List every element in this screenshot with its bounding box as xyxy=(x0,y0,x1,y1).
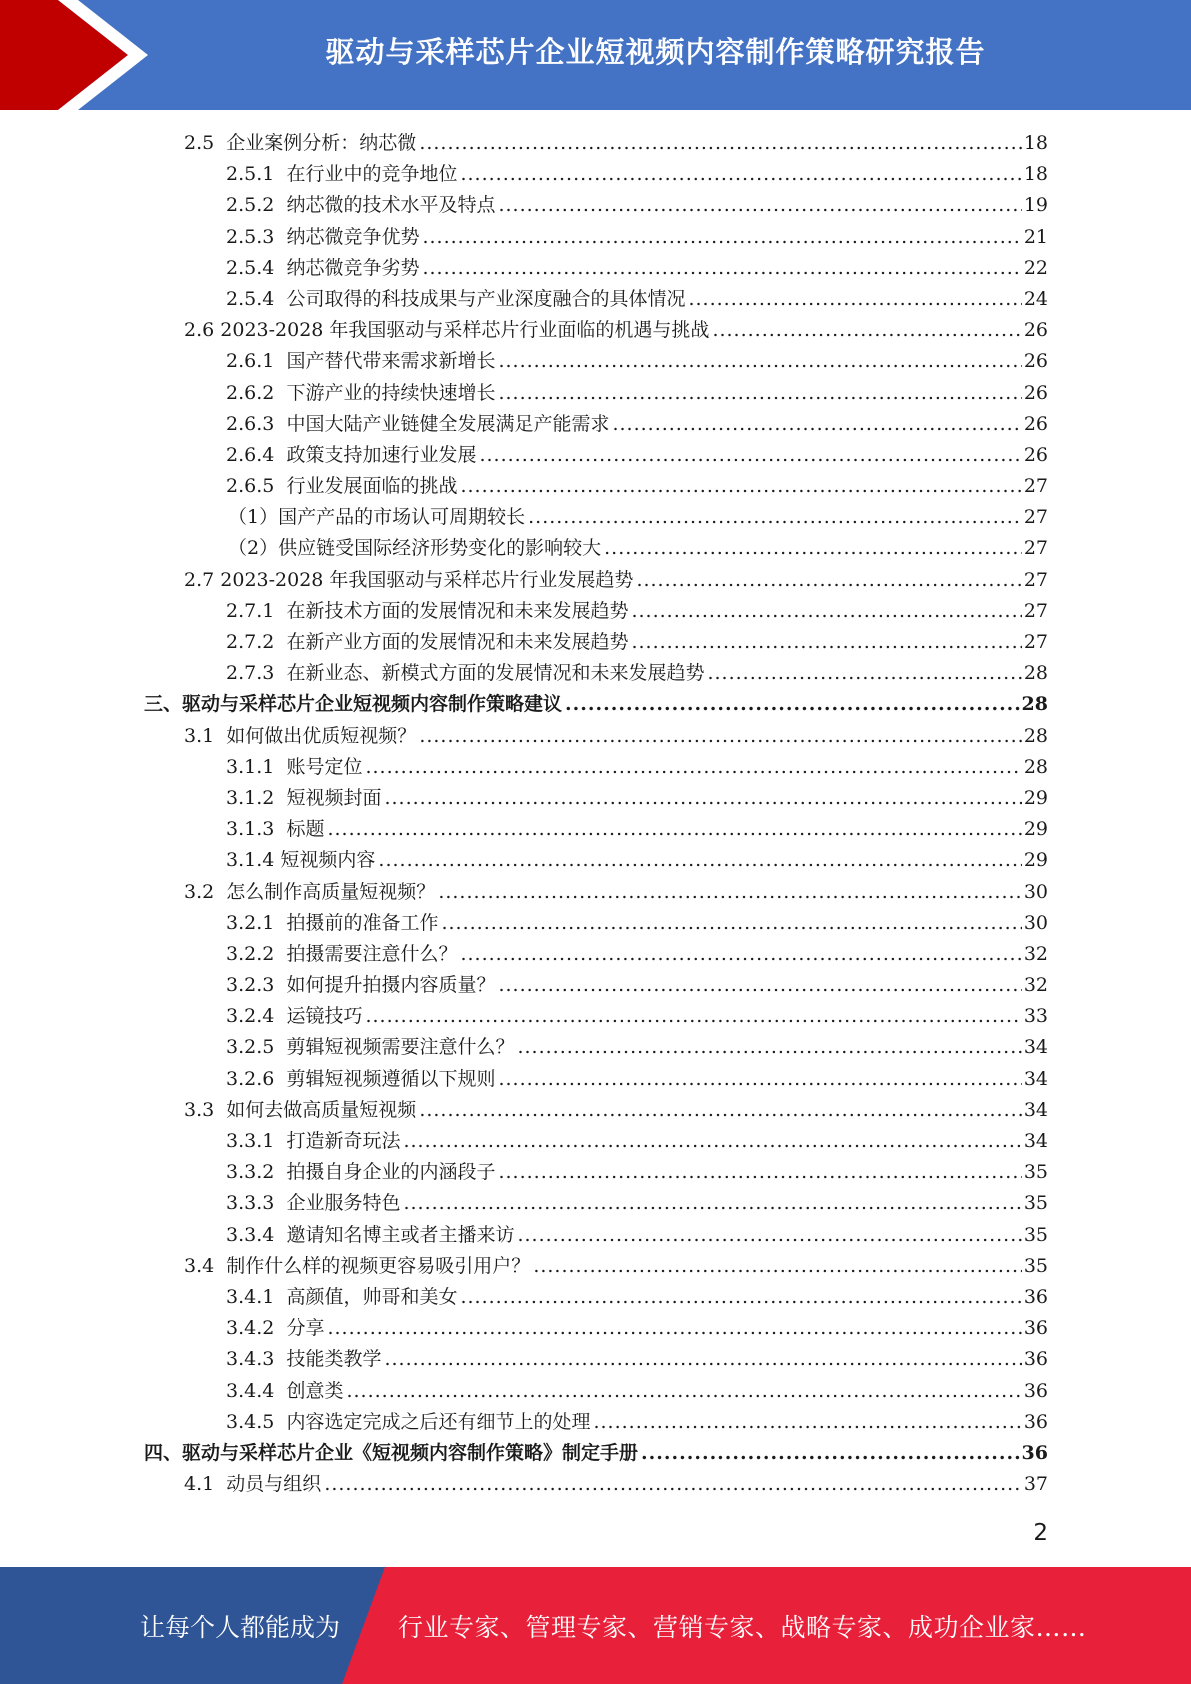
toc-dot-leader xyxy=(327,814,1021,845)
toc-entry-title: 如何提升拍摄内容质量？ xyxy=(286,974,496,997)
toc-dot-leader xyxy=(636,565,1021,596)
toc-entry[interactable] xyxy=(0,1157,1191,1188)
toc-dot-leader xyxy=(498,1157,1021,1188)
toc-entry-number: 2.5.3 xyxy=(226,225,287,248)
toc-dot-leader xyxy=(438,877,1022,908)
toc-dot-leader xyxy=(631,596,1021,627)
toc-dot-leader xyxy=(565,689,1020,720)
toc-dot-leader xyxy=(707,658,1021,689)
toc-entry[interactable] xyxy=(0,533,1191,564)
toc-entry-title: 邀请知名博主或者主播来访 xyxy=(286,1223,515,1246)
footer-slogan-left: 让每个人都能成为 xyxy=(140,1612,341,1642)
toc-entry-title: 如何做出优质短视频？ xyxy=(226,724,417,747)
toc-entry-page: 27 xyxy=(1023,506,1048,529)
table-of-contents xyxy=(0,128,1191,1500)
toc-entry-title: 拍摄自身企业的内涵段子 xyxy=(286,1161,496,1184)
toc-entry-page: 34 xyxy=(1023,1036,1048,1059)
toc-entry-title: 驱动与采样芯片企业短视频内容制作策略建议 xyxy=(182,693,563,716)
toc-dot-leader xyxy=(593,1407,1021,1438)
toc-entry-title: 2023-2028 年我国驱动与采样芯片行业发展趋势 xyxy=(220,568,634,591)
toc-entry-number: 3.2.3 xyxy=(226,974,287,997)
toc-dot-leader xyxy=(612,409,1021,440)
toc-entry-page: 27 xyxy=(1023,475,1048,498)
toc-dot-leader xyxy=(517,1032,1021,1063)
toc-entry-title: 纳芯微的技术水平及特点 xyxy=(286,194,496,217)
toc-entry[interactable] xyxy=(0,222,1191,253)
toc-entry-page: 27 xyxy=(1023,537,1048,560)
toc-entry-page: 36 xyxy=(1023,1410,1048,1433)
toc-entry-page: 34 xyxy=(1023,1067,1048,1090)
toc-entry-title: 下游产业的持续快速增长 xyxy=(286,381,496,404)
toc-entry[interactable] xyxy=(0,284,1191,315)
toc-entry-title: 动员与组织 xyxy=(226,1473,322,1496)
toc-entry-number: 3.2.6 xyxy=(226,1067,287,1090)
toc-entry-title: 企业案例分析：纳芯微 xyxy=(226,132,417,154)
toc-entry-page: 28 xyxy=(1023,662,1048,685)
toc-entry[interactable] xyxy=(0,752,1191,783)
toc-dot-leader xyxy=(384,1344,1021,1375)
toc-dot-leader xyxy=(517,1220,1021,1251)
toc-entry-page: 21 xyxy=(1023,225,1048,248)
toc-dot-leader xyxy=(460,939,1021,970)
toc-entry-number: （1） xyxy=(228,506,279,529)
toc-entry[interactable] xyxy=(0,627,1191,658)
toc-entry-title: 运镜技巧 xyxy=(286,1005,363,1028)
toc-dot-leader xyxy=(498,378,1021,409)
toc-entry-title: 剪辑短视频需要注意什么？ xyxy=(286,1036,515,1059)
page-header xyxy=(0,0,1191,110)
toc-entry-number: 2.5.1 xyxy=(226,163,287,186)
toc-entry-page: 30 xyxy=(1023,911,1048,934)
toc-entry-page: 19 xyxy=(1023,194,1048,217)
toc-entry-page: 33 xyxy=(1023,1005,1048,1028)
toc-entry-number: 3.2.4 xyxy=(226,1005,287,1028)
toc-entry[interactable] xyxy=(0,1344,1191,1375)
toc-entry-number: 2.5.2 xyxy=(226,194,287,217)
toc-dot-leader xyxy=(324,1469,1022,1500)
toc-entry[interactable] xyxy=(0,409,1191,440)
toc-entry-number: 3.1.1 xyxy=(226,755,287,778)
toc-entry-title: 短视频封面 xyxy=(286,786,382,809)
toc-entry-title: 高颜值，帅哥和美女 xyxy=(286,1285,458,1308)
toc-entry-page: 22 xyxy=(1023,256,1048,279)
toc-entry-page: 28 xyxy=(1023,724,1048,747)
toc-entry-number: 3.1.3 xyxy=(226,818,287,841)
toc-entry-title: 纳芯微竞争优势 xyxy=(286,225,420,248)
toc-entry-number: 3.4 xyxy=(184,1254,227,1277)
toc-entry[interactable] xyxy=(0,1095,1191,1126)
toc-entry-page: 27 xyxy=(1023,568,1048,591)
toc-entry-number: 2.5.4 xyxy=(226,287,287,310)
toc-entry-number: 4.1 xyxy=(184,1473,227,1496)
toc-entry[interactable] xyxy=(0,1032,1191,1063)
toc-entry-title: 行业发展面临的挑战 xyxy=(286,475,458,498)
toc-entry[interactable] xyxy=(0,908,1191,939)
toc-dot-leader xyxy=(604,533,1022,564)
toc-entry[interactable] xyxy=(0,1064,1191,1095)
toc-entry[interactable] xyxy=(0,1251,1191,1282)
toc-entry-page: 35 xyxy=(1023,1223,1048,1246)
toc-entry-title: 驱动与采样芯片企业《短视频内容制作策略》制定手册 xyxy=(182,1441,639,1464)
toc-dot-leader xyxy=(327,1313,1021,1344)
page-number: 2 xyxy=(1033,1520,1048,1546)
toc-entry-page: 29 xyxy=(1023,786,1048,809)
toc-entry-page: 28 xyxy=(1023,755,1048,778)
toc-entry-page: 26 xyxy=(1023,443,1048,466)
toc-entry-number: 2.6.1 xyxy=(226,350,287,373)
toc-entry-number: 2.5.4 xyxy=(226,256,287,279)
toc-entry-number: 2.7.1 xyxy=(226,599,287,622)
toc-entry-title: 在行业中的竞争地位 xyxy=(286,163,458,186)
toc-dot-leader xyxy=(378,845,1021,876)
toc-dot-leader xyxy=(641,1438,1020,1469)
red-chevron-decoration xyxy=(0,0,160,110)
toc-entry-title: 企业服务特色 xyxy=(286,1192,401,1215)
toc-entry-page: 35 xyxy=(1023,1254,1048,1277)
toc-dot-leader xyxy=(688,284,1021,315)
toc-entry-number: 3.2.5 xyxy=(226,1036,287,1059)
toc-entry[interactable] xyxy=(0,346,1191,377)
toc-dot-leader xyxy=(422,253,1021,284)
toc-entry[interactable] xyxy=(0,253,1191,284)
toc-dot-leader xyxy=(498,970,1021,1001)
toc-entry-number: 3.4.4 xyxy=(226,1379,287,1402)
toc-entry-number: 3.3.4 xyxy=(226,1223,287,1246)
toc-entry-page: 36 xyxy=(1023,1317,1048,1340)
toc-dot-leader xyxy=(498,190,1021,221)
toc-entry-title: 拍摄需要注意什么？ xyxy=(286,942,458,965)
toc-entry-number: 2.6.3 xyxy=(226,412,287,435)
toc-entry[interactable] xyxy=(0,783,1191,814)
toc-entry-title: 创意类 xyxy=(286,1379,344,1402)
toc-entry[interactable] xyxy=(0,1220,1191,1251)
toc-entry[interactable] xyxy=(0,1407,1191,1438)
toc-entry-page: 34 xyxy=(1023,1098,1048,1121)
toc-dot-leader xyxy=(419,721,1022,752)
toc-entry[interactable] xyxy=(0,689,1191,720)
toc-dot-leader xyxy=(712,315,1021,346)
toc-dot-leader xyxy=(631,627,1021,658)
toc-entry-title: 在新产业方面的发展情况和未来发展趋势 xyxy=(286,631,629,653)
toc-entry-title: 账号定位 xyxy=(286,755,363,778)
toc-entry[interactable] xyxy=(0,1438,1191,1469)
toc-entry[interactable] xyxy=(0,159,1191,190)
toc-entry[interactable] xyxy=(0,845,1191,876)
toc-entry-number: 三、 xyxy=(144,693,183,716)
toc-entry-title: 政策支持加速行业发展 xyxy=(286,443,477,466)
toc-entry[interactable] xyxy=(0,315,1191,346)
toc-entry-number: 3.4.5 xyxy=(226,1410,287,1433)
toc-entry[interactable] xyxy=(0,190,1191,221)
toc-entry-page: 28 xyxy=(1021,693,1048,716)
toc-entry-page: 36 xyxy=(1023,1285,1048,1308)
toc-entry[interactable] xyxy=(0,1313,1191,1344)
toc-entry[interactable] xyxy=(0,970,1191,1001)
toc-entry-title: 在新技术方面的发展情况和未来发展趋势 xyxy=(286,599,629,622)
toc-entry-page: 24 xyxy=(1023,287,1048,310)
toc-entry-title: 打造新奇玩法 xyxy=(286,1130,401,1152)
toc-entry-page: 27 xyxy=(1023,599,1048,622)
toc-dot-leader xyxy=(479,440,1021,471)
toc-dot-leader xyxy=(528,502,1022,533)
toc-entry-number: 2.6 xyxy=(184,319,221,342)
toc-dot-leader xyxy=(533,1251,1022,1282)
toc-entry-number: 3.4.3 xyxy=(226,1348,287,1371)
toc-entry-number: 3.1 xyxy=(184,724,227,747)
toc-entry-page: 37 xyxy=(1023,1473,1048,1496)
toc-entry-title: 剪辑短视频遵循以下规则 xyxy=(286,1067,496,1090)
footer-slogan-right: 行业专家、管理专家、营销专家、战略专家、成功企业家…… xyxy=(398,1612,1087,1642)
toc-dot-leader xyxy=(460,1282,1021,1313)
toc-entry-number: 3.2.1 xyxy=(226,911,287,934)
toc-entry[interactable] xyxy=(0,502,1191,533)
toc-entry-number: 2.7 xyxy=(184,568,221,591)
toc-entry[interactable] xyxy=(0,565,1191,596)
toc-entry-number: 3.4.2 xyxy=(226,1317,287,1340)
toc-entry-page: 34 xyxy=(1023,1130,1048,1152)
toc-entry-number: 2.5 xyxy=(184,132,227,154)
toc-entry[interactable] xyxy=(0,814,1191,845)
toc-entry-page: 29 xyxy=(1023,849,1048,872)
toc-entry-number: 2.6.4 xyxy=(226,443,287,466)
toc-dot-leader xyxy=(498,346,1021,377)
toc-entry[interactable] xyxy=(0,1376,1191,1407)
toc-entry[interactable] xyxy=(0,440,1191,471)
toc-entry[interactable] xyxy=(0,1126,1191,1157)
toc-entry-number: 2.6.5 xyxy=(226,475,287,498)
toc-entry-page: 36 xyxy=(1023,1379,1048,1402)
toc-entry-page: 29 xyxy=(1023,818,1048,841)
toc-entry[interactable] xyxy=(0,1282,1191,1313)
toc-dot-leader xyxy=(403,1188,1021,1219)
toc-dot-leader xyxy=(403,1126,1021,1157)
toc-entry[interactable] xyxy=(0,471,1191,502)
toc-entry-page: 35 xyxy=(1023,1192,1048,1215)
toc-entry-title: 中国大陆产业链健全发展满足产能需求 xyxy=(286,412,610,435)
toc-entry-page: 30 xyxy=(1023,880,1048,903)
toc-entry-page: 32 xyxy=(1023,974,1048,997)
toc-entry-title: 国产产品的市场认可周期较长 xyxy=(278,506,526,529)
toc-entry[interactable] xyxy=(0,939,1191,970)
toc-entry-title: 怎么制作高质量短视频？ xyxy=(226,880,436,903)
toc-entry-number: 四、 xyxy=(144,1441,183,1464)
toc-entry-page: 35 xyxy=(1023,1161,1048,1184)
toc-entry[interactable] xyxy=(0,596,1191,627)
toc-entry-page: 36 xyxy=(1021,1441,1048,1464)
toc-dot-leader xyxy=(460,159,1021,190)
toc-dot-leader xyxy=(422,222,1021,253)
toc-entry-page: 27 xyxy=(1023,631,1048,653)
toc-entry-number: 2.7.2 xyxy=(226,631,287,653)
toc-dot-leader xyxy=(384,783,1021,814)
toc-dot-leader xyxy=(419,1095,1022,1126)
toc-entry-title: 制作什么样的视频更容易吸引用户？ xyxy=(226,1254,531,1277)
toc-entry-page: 32 xyxy=(1023,942,1048,965)
toc-entry-title: 内容选定完成之后还有细节上的处理 xyxy=(286,1410,591,1433)
toc-entry-title: 技能类教学 xyxy=(286,1348,382,1371)
toc-entry-page: 26 xyxy=(1023,412,1048,435)
toc-entry[interactable] xyxy=(0,128,1191,159)
toc-entry-title: 标题 xyxy=(286,818,325,841)
toc-entry-number: 3.1.2 xyxy=(226,786,287,809)
toc-dot-leader xyxy=(460,471,1021,502)
toc-entry-number: 3.1.4 xyxy=(226,849,281,872)
toc-entry-title: 如何去做高质量短视频 xyxy=(226,1098,417,1121)
toc-entry-page: 36 xyxy=(1023,1348,1048,1371)
toc-entry[interactable] xyxy=(0,1188,1191,1219)
toc-entry[interactable] xyxy=(0,378,1191,409)
toc-entry-number: 3.3 xyxy=(184,1098,227,1121)
toc-entry[interactable] xyxy=(0,721,1191,752)
toc-dot-leader xyxy=(498,1064,1021,1095)
toc-entry-title: 纳芯微竞争劣势 xyxy=(286,256,420,279)
toc-entry-number: 3.3.2 xyxy=(226,1161,287,1184)
toc-entry-number: 3.3.1 xyxy=(226,1130,287,1152)
toc-entry-page: 26 xyxy=(1023,381,1048,404)
toc-dot-leader xyxy=(441,908,1021,939)
toc-entry-title: 分享 xyxy=(286,1317,325,1340)
toc-entry-number: 2.6.2 xyxy=(226,381,287,404)
toc-entry-title: 短视频内容 xyxy=(280,849,376,872)
report-title: 驱动与采样芯片企业短视频内容制作策略研究报告 xyxy=(325,34,986,69)
toc-entry[interactable] xyxy=(0,658,1191,689)
toc-dot-leader xyxy=(365,1001,1021,1032)
toc-dot-leader xyxy=(419,128,1022,159)
toc-dot-leader xyxy=(346,1376,1021,1407)
toc-dot-leader xyxy=(365,752,1021,783)
toc-entry-title: 公司取得的科技成果与产业深度融合的具体情况 xyxy=(286,287,686,310)
toc-entry-title: 2023-2028 年我国驱动与采样芯片行业面临的机遇与挑战 xyxy=(220,319,710,342)
toc-entry[interactable] xyxy=(0,877,1191,908)
toc-entry-title: 在新业态、新模式方面的发展情况和未来发展趋势 xyxy=(286,662,705,685)
toc-entry[interactable] xyxy=(0,1001,1191,1032)
toc-entry-page: 26 xyxy=(1023,319,1048,342)
toc-entry-title: 供应链受国际经济形势变化的影响较大 xyxy=(278,537,602,560)
toc-entry-title: 拍摄前的准备工作 xyxy=(286,911,439,934)
toc-entry-page: 18 xyxy=(1023,163,1048,186)
toc-entry-number: 2.7.3 xyxy=(226,662,287,685)
toc-entry-number: （2） xyxy=(228,537,279,560)
toc-entry-number: 3.2.2 xyxy=(226,942,287,965)
toc-entry-page: 18 xyxy=(1023,132,1048,154)
toc-entry-page: 26 xyxy=(1023,350,1048,373)
toc-entry-number: 3.2 xyxy=(184,880,227,903)
toc-entry-title: 国产替代带来需求新增长 xyxy=(286,350,496,373)
page-footer xyxy=(0,1567,1191,1684)
toc-entry[interactable] xyxy=(0,1469,1191,1500)
toc-entry-number: 3.4.1 xyxy=(226,1285,287,1308)
toc-entry-number: 3.3.3 xyxy=(226,1192,287,1215)
